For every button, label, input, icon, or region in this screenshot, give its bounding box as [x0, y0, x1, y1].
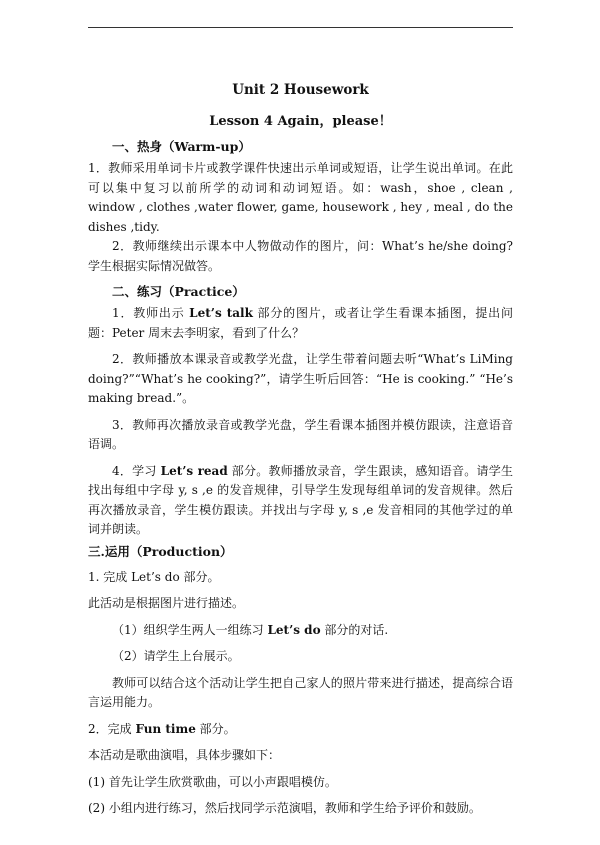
- document-body: [88, 82, 513, 819]
- document-title: Unit 2 Housework: [232, 82, 369, 98]
- warmup-paragraph-1: 1．教师采用单词卡片或教学课件快速出示单词或短语，让学生说出单词。在此可以集中复习以前所学的动词和动词短语。如：wash，shoe , clean , window , clothes ,water flower, game, housework , hey , meal , do the dishes ,tidy.: [88, 161, 513, 234]
- text-run: 部分。: [195, 721, 236, 736]
- bold-run: Let’s do: [267, 622, 321, 637]
- lesson-title: Lesson 4 Again，please！: [209, 114, 392, 129]
- header-rule: [88, 27, 513, 28]
- production-paragraph-9: (2) 小组内进行练习，然后找同学示范演唱，教师和学生给予评价和鼓励。: [88, 801, 481, 815]
- warmup-paragraph-2: 2．教师继续出示课本中人物做动作的图片，问：What’s he/she doing? 学生根据实际情况做答。: [88, 239, 513, 273]
- text-run: 1．教师出示: [112, 306, 190, 320]
- production-paragraph-1: 1. 完成 Let’s do 部分。: [88, 569, 220, 584]
- bold-run: Let’s talk: [189, 306, 253, 320]
- production-paragraph-6: [88, 720, 513, 740]
- text-run: 部分。教师播放录音，学生跟读，感知语音。请学生找出每组中字母 y, s ,e 的发音规律，引导学生发现每组单词的发音规律。然后再次播放录音，学生模仿跟读。并找出与字母 y, s ,e 发音相同的其他学过的单词并朗读。: [88, 463, 513, 536]
- bold-run: Fun time: [135, 721, 196, 736]
- text-run: 部分的对话.: [320, 622, 389, 637]
- bold-run: Let’s read: [160, 463, 228, 478]
- section-heading-warmup: 一、热身（Warm-up）: [112, 139, 251, 154]
- text-run: 2．完成: [88, 721, 136, 736]
- section-heading-practice: 二、练习（Practice）: [112, 284, 245, 299]
- production-paragraph-3: [88, 621, 513, 641]
- production-paragraph-8: (1) 首先让学生欣赏歌曲，可以小声跟唱模仿。: [88, 774, 337, 789]
- practice-paragraph-1: [88, 304, 513, 343]
- text-run: 部分的图片，或者让学生看课本插图，提出问题：Peter 周末去李明家，看到了什么？: [88, 306, 513, 340]
- production-paragraph-5: 教师可以结合这个活动让学生把自己家人的照片带来进行描述，提高综合语言运用能力。: [88, 675, 513, 709]
- production-paragraph-2: 此活动是根据图片进行描述。: [88, 596, 245, 610]
- text-run: 4．学习: [112, 463, 161, 478]
- practice-paragraph-3: 3．教师再次播放录音或教学光盘，学生看课本插图并模仿跟读，注意语音语调。: [88, 417, 513, 451]
- production-paragraph-7: 本活动是歌曲演唱，具体步骤如下：: [88, 748, 281, 762]
- practice-paragraph-4: [88, 462, 513, 540]
- practice-paragraph-2: 2．教师播放本课录音或教学光盘，让学生带着问题去听“What’s LiMing doing?”“What’s he cooking?”，请学生听后回答：“He is cooking.” “He’s making bread.”。: [88, 352, 513, 405]
- section-heading-production: 三.运用（Production）: [88, 543, 233, 559]
- text-run: （1）组织学生两人一组练习: [112, 622, 268, 637]
- production-paragraph-4: （2）请学生上台展示。: [112, 649, 240, 663]
